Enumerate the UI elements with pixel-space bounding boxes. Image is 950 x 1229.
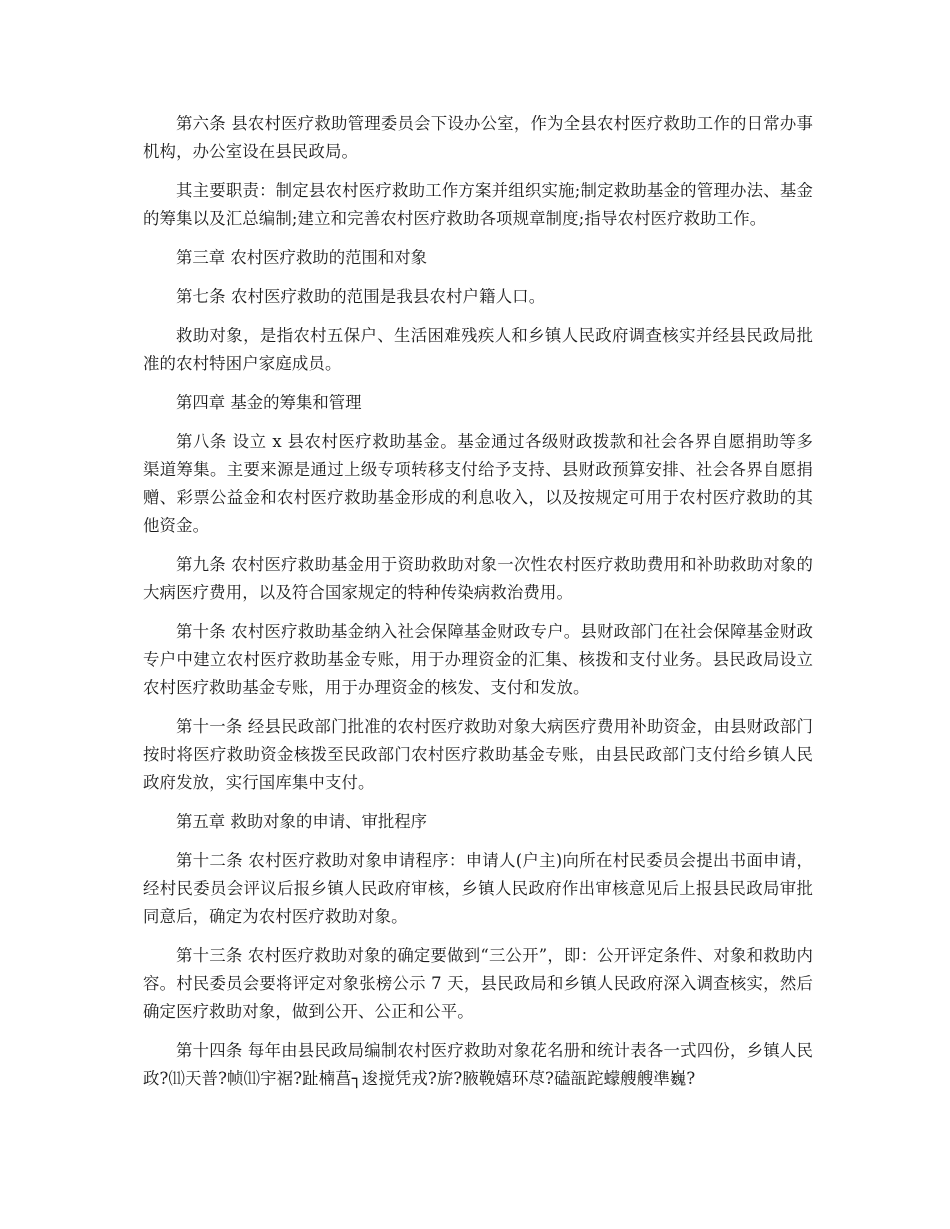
article-11: 第十一条 经县民政部门批准的农村医疗救助对象大病医疗费用补助资金，由县财政部门按时将医疗救助资金核拨至民政部门农村医疗救助基金专账，由县民政部门支付给乡镇人民政府发放，实行国库集中支付。 (143, 717, 813, 792)
chapter-5-heading: 第五章 救助对象的申请、审批程序 (176, 812, 428, 831)
article-8: 第八条 设立 x 县农村医疗救助基金。基金通过各级财政拨款和社会各界自愿捐助等多渠道筹集。主要来源是通过上级专项转移支付给予支持、县财政预算安排、社会各界自愿捐赠、彩票公益金和农村医疗救助基金形成的利息收入，以及按规定可用于农村医疗救助的其他资金。 (143, 432, 813, 535)
main-duties: 其主要职责：制定县农村医疗救助工作方案并组织实施;制定救助基金的管理办法、基金的筹集以及汇总编制;建立和完善农村医疗救助各项规章制度;指导农村医疗救助工作。 (143, 181, 813, 228)
article-10: 第十条 农村医疗救助基金纳入社会保障基金财政专户。县财政部门在社会保障基金财政专户中建立农村医疗救助基金专账，用于办理资金的汇集、核拨和支付业务。县民政局设立农村医疗救助基金专账，用于办理资金的核发、支付和发放。 (143, 622, 813, 697)
article-14: 第十四条 每年由县民政局编制农村医疗救助对象花名册和统计表各一式四份，乡镇人民政?⑾天普?帧⑾宇裾?趾楠菖┐逡搅凭戎?旂?腋鞔嬉环荩?磕瓿跎蠓艘艘凖巍? (143, 1041, 813, 1088)
article-13: 第十三条 农村医疗救助对象的确定要做到“三公开”，即：公开评定条件、对象和救助内容。村民委员会要将评定对象张榜公示 7 天，县民政局和乡镇人民政府深入调查核实，然后确定医疗救助对象，做到公开、公正和公平。 (143, 946, 813, 1021)
document-page (143, 110, 813, 1104)
article-9: 第九条 农村医疗救助基金用于资助救助对象一次性农村医疗救助费用和补助救助对象的大病医疗费用，以及符合国家规定的特种传染病救治费用。 (143, 555, 813, 602)
article-7: 第七条 农村医疗救助的范围是我县农村户籍人口。 (176, 287, 546, 306)
aid-recipients: 救助对象，是指农村五保户、生活困难残疾人和乡镇人民政府调查核实并经县民政局批准的农村特困户家庭成员。 (143, 326, 813, 373)
article-6: 第六条 县农村医疗救助管理委员会下设办公室，作为全县农村医疗救助工作的日常办事机构，办公室设在县民政局。 (143, 114, 813, 161)
article-12: 第十二条 农村医疗救助对象申请程序：申请人(户主)向所在村民委员会提出书面申请，经村民委员会评议后报乡镇人民政府审核，乡镇人民政府作出审核意见后上报县民政局审批同意后，确定为农村医疗救助对象。 (143, 851, 813, 926)
chapter-4-heading: 第四章 基金的筹集和管理 (176, 393, 362, 412)
chapter-3-heading: 第三章 农村医疗救助的范围和对象 (176, 248, 428, 267)
